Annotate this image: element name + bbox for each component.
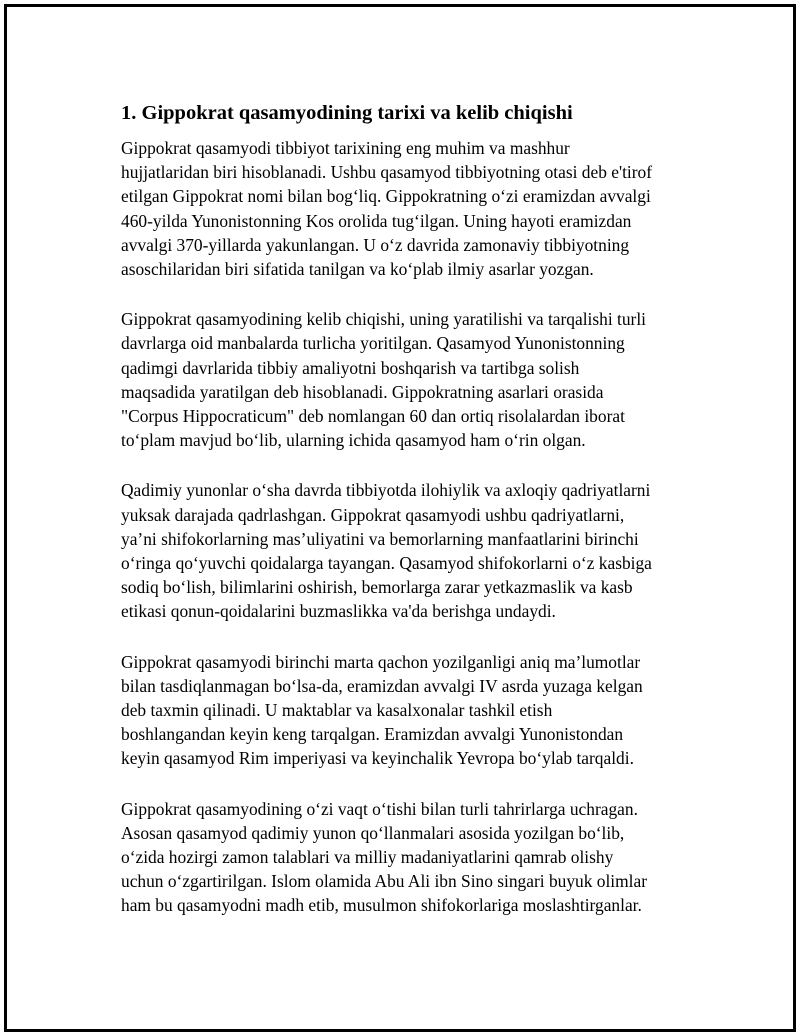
section-heading: 1. Gippokrat qasamyodining tarixi va kelib chiqishi — [121, 102, 573, 124]
paragraph-line: o‘zida hozirgi zamon talablari va milliy madaniyatlarini qamrab olishy — [121, 847, 614, 868]
paragraph-line: 460-yilda Yunonistonning Kos orolida tug‘ilgan. Uning hayoti eramizdan — [121, 210, 632, 231]
paragraph-line: to‘plam mavjud bo‘lib, ularning ichida qasamyod ham o‘rin olgan. — [121, 430, 586, 451]
paragraph — [121, 478, 701, 623]
paragraph-line: etikasi qonun-qoidalarini buzmaslikka va'da berishga undaydi. — [121, 601, 556, 622]
paragraph-line: etilgan Gippokrat nomi bilan bog‘liq. Gippokratning o‘zi eramizdan avvalgi — [121, 186, 651, 207]
paragraph-line: qadimgi davrlarida tibbiy amaliyotni boshqarish va tartibga solish — [121, 357, 580, 378]
paragraph-line: sodiq bo‘lish, bilimlarini oshirish, bemorlarga zarar yetkazmaslik va kasb — [121, 577, 633, 598]
paragraph — [121, 136, 701, 281]
paragraph-line: boshlangandan keyin keng tarqalgan. Eramizdan avvalgi Yunonistondan — [121, 724, 624, 745]
document-body — [121, 99, 701, 944]
paragraph-line: avvalgi 370-yillarda yakunlangan. U o‘z davrida zamonaviy tibbiyotning — [121, 234, 630, 255]
paragraph-line: Gippokrat qasamyodining o‘zi vaqt o‘tishi bilan turli tahrirlarga uchragan. — [121, 798, 638, 819]
paragraph — [121, 797, 701, 918]
paragraph-line: keyin qasamyod Rim imperiyasi va keyinchalik Yevropa bo‘ylab tarqaldi. — [121, 748, 634, 769]
paragraph-line: deb taxmin qilinadi. U maktablar va kasalxonalar tashkil etish — [121, 700, 553, 721]
paragraph-line: o‘ringa qo‘yuvchi qoidalarga tayangan. Qasamyod shifokorlarni o‘z kasbiga — [121, 553, 652, 574]
paragraph-line: Gippokrat qasamyodining kelib chiqishi, uning yaratilishi va tarqalishi turli — [121, 309, 647, 330]
paragraph-line: bilan tasdiqlanmagan bo‘lsa-da, eramizdan avvalgi IV asrda yuzaga kelgan — [121, 675, 643, 696]
paragraph-line: uchun o‘zgartirilgan. Islom olamida Abu Ali ibn Sino singari buyuk olimlar — [121, 871, 647, 892]
paragraph-line: asoschilaridan biri sifatida tanilgan va ko‘plab ilmiy asarlar yozgan. — [121, 259, 594, 280]
paragraph-line: Gippokrat qasamyodi birinchi marta qachon yozilganligi aniq ma’lumotlar — [121, 651, 641, 672]
paragraph-list — [121, 136, 701, 918]
paragraph-line: davrlarga oid manbalarda turlicha yoritilgan. Qasamyod Yunonistonning — [121, 333, 625, 354]
paragraph — [121, 307, 701, 452]
paragraph-line: yuksak darajada qadrlashgan. Gippokrat qasamyodi ushbu qadriyatlarni, — [121, 504, 625, 525]
paragraph-line: "Corpus Hippocraticum" deb nomlangan 60 dan ortiq risolalardan iborat — [121, 406, 625, 427]
paragraph-line: ya’ni shifokorlarning mas’uliyatini va bemorlarning manfaatlarini birinchi — [121, 528, 639, 549]
paragraph-line: Qadimiy yunonlar o‘sha davrda tibbiyotda ilohiylik va axloqiy qadriyatlarni — [121, 480, 651, 501]
paragraph-line: hujjatlaridan biri hisoblanadi. Ushbu qasamyod tibbiyotning otasi deb e'tirof — [121, 162, 653, 183]
paragraph — [121, 650, 701, 771]
paragraph-line: Gippokrat qasamyodi tibbiyot tarixining eng muhim va mashhur — [121, 138, 570, 158]
paragraph-line: maqsadida yaratilgan deb hisoblanadi. Gippokratning asarlari orasida — [121, 381, 604, 402]
paragraph-line: Asosan qasamyod qadimiy yunon qo‘llanmalari asosida yozilgan bo‘lib, — [121, 822, 625, 843]
page-frame — [4, 4, 796, 1032]
paragraph-line: ham bu qasamyodni madh etib, musulmon shifokorlariga moslashtirganlar. — [121, 895, 642, 916]
